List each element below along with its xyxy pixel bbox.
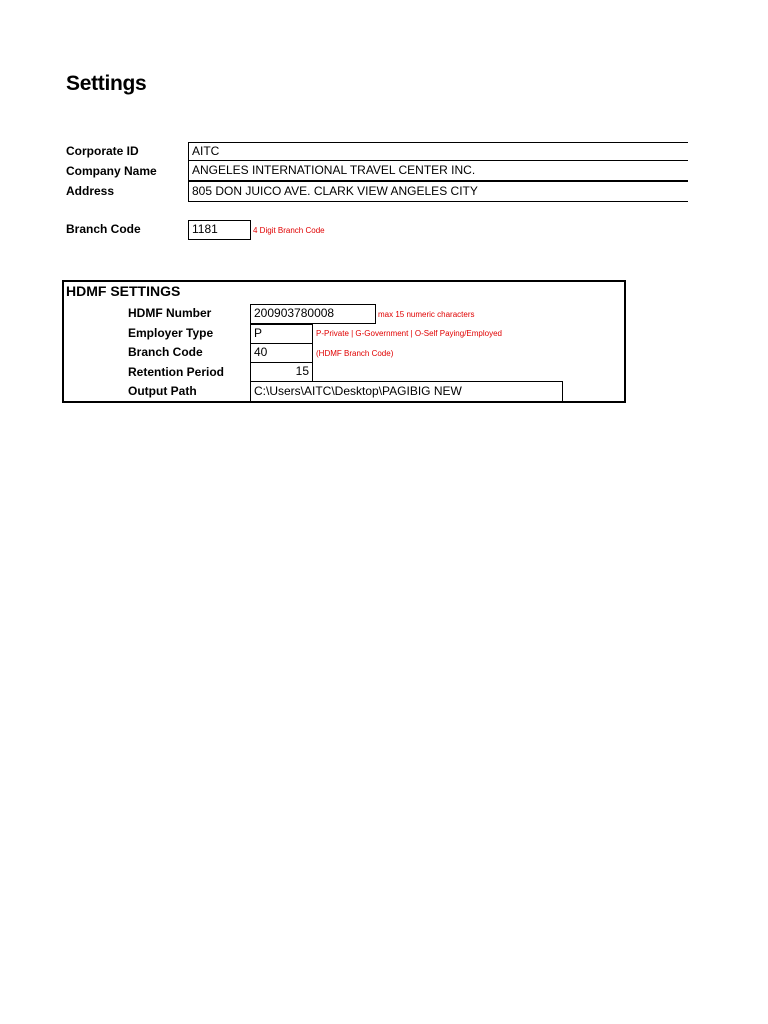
branch-code-hint: 4 Digit Branch Code [253, 226, 325, 235]
retention-period-field[interactable]: 15 [250, 363, 313, 382]
hdmf-branch-code-hint: (HDMF Branch Code) [316, 349, 394, 358]
hdmf-number-field[interactable]: 200903780008 [250, 304, 376, 324]
hdmf-branch-code-field[interactable]: 40 [250, 343, 313, 363]
corporate-id-label: Corporate ID [66, 144, 139, 158]
employer-type-hint: P-Private | G-Government | O-Self Paying/Employed [316, 329, 503, 338]
retention-period-label: Retention Period [128, 365, 225, 379]
corporate-id-field[interactable]: AITC [188, 142, 688, 161]
employer-type-label: Employer Type [128, 326, 214, 340]
page-title: Settings [66, 72, 147, 95]
hdmf-branch-code-label: Branch Code [128, 345, 203, 359]
branch-code-field[interactable]: 1181 [188, 220, 251, 240]
output-path-field[interactable]: C:\Users\AITC\Desktop\PAGIBIG NEW [250, 381, 563, 402]
company-name-label: Company Name [66, 164, 157, 178]
hdmf-settings-title: HDMF SETTINGS [66, 283, 181, 299]
address-field[interactable]: 805 DON JUICO AVE. CLARK VIEW ANGELES CITY [188, 181, 688, 202]
output-path-label: Output Path [128, 384, 197, 398]
employer-type-field[interactable]: P [250, 324, 313, 344]
branch-code-label: Branch Code [66, 222, 141, 236]
company-name-field[interactable]: ANGELES INTERNATIONAL TRAVEL CENTER INC. [188, 161, 688, 181]
address-label: Address [66, 184, 115, 198]
hdmf-number-label: HDMF Number [128, 306, 212, 320]
hdmf-number-hint: max 15 numeric characters [378, 310, 475, 319]
